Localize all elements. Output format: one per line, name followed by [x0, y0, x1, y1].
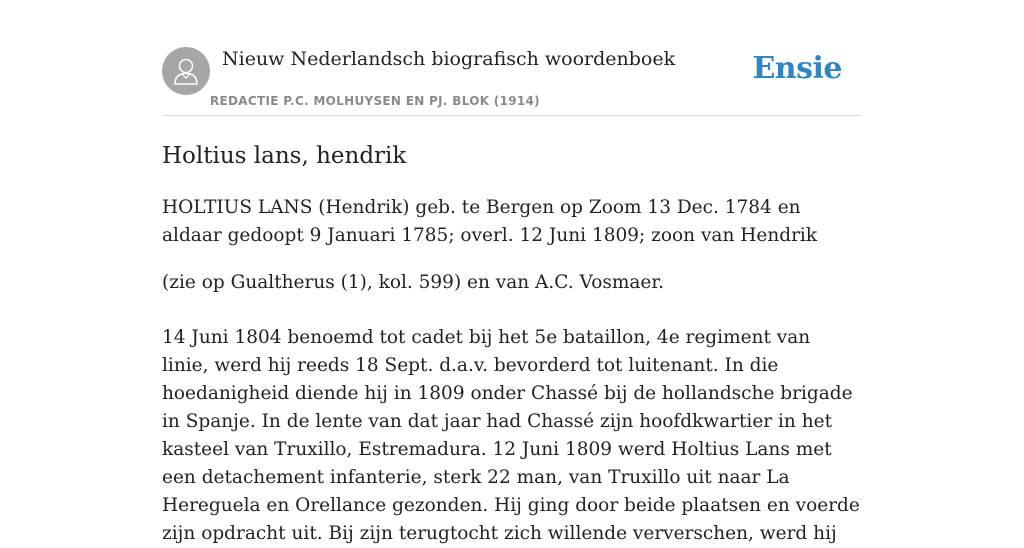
- user-avatar-icon[interactable]: [162, 47, 210, 95]
- source-header: [162, 47, 862, 116]
- page: [162, 0, 862, 548]
- article-paragraph: (zie op Gualtherus (1), kol. 599) en van A.C. Vosmaer.: [162, 272, 665, 293]
- source-title[interactable]: Nieuw Nederlandsch biografisch woordenboek: [222, 48, 676, 70]
- article-title: Holtius lans, hendrik: [162, 143, 407, 169]
- brand-logo[interactable]: Ensie: [752, 51, 842, 86]
- article-paragraph: 14 Juni 1804 benoemd tot cadet bij het 5e bataillon, 4e regiment van linie, werd hij reeds 18 Sept. d.a.v. bevorderd tot luitenant. In die hoedanigheid diende hij in 1809 onder Chassé bij de hollandsche brigade in Spanje. In de lente van dat jaar had Chassé zijn hoofdkwartier in het kasteel van Truxillo, Estremadura. 12 Juni 1809 werd Holtius Lans met een detachement infanterie, sterk 22 man, van Truxillo uit naar La Hereguela en Orellance gezonden. Hij ging door beide plaatsen en voerde zijn opdracht uit. Bij zijn terugtocht zich willende ververschen, werd hij: [162, 327, 860, 544]
- source-subtitle: REDACTIE P.C. MOLHUYSEN EN PJ. BLOK (1914): [210, 94, 540, 108]
- article-paragraph: HOLTIUS LANS (Hendrik) geb. te Bergen op Zoom 13 Dec. 1784 en aldaar gedoopt 9 Januari 1785; overl. 12 Juni 1809; zoon van Hendrik: [162, 197, 818, 246]
